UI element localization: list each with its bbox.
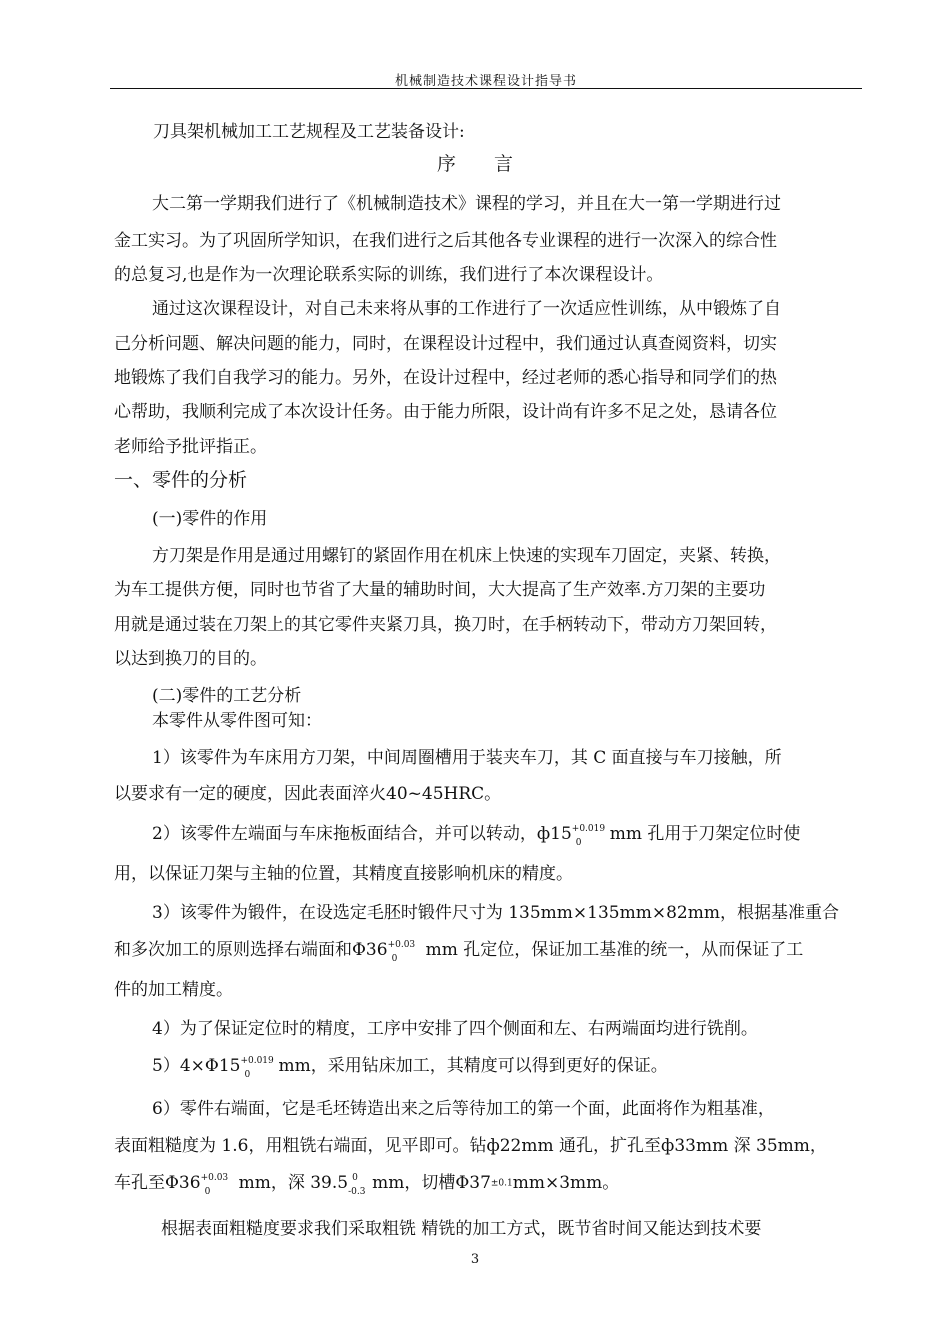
header-rule [110,88,862,89]
text-line: 件的加工精度。 [114,980,233,1000]
text-line: 大二第一学期我们进行了《机械制造技术》课程的学习，并且在大一第一学期进行过 [152,194,781,214]
text-line-with-tolerance: 和多次加工的原则选择右端面和Φ36 +0.03 0 mm 孔定位，保证加工基准的统一，从而保证了工 [114,940,804,964]
text-line: 通过这次课程设计，对自己未来将从事的工作进行了一次适应性训练，从中锻炼了自 [152,299,781,319]
text-line-with-tolerance: 车孔至Φ36 +0.03 0 mm，深 39.5 0 -0.3 mm，切槽Φ37±0.1mm×3mm。 [114,1173,620,1197]
page-number: 3 [470,1252,480,1267]
running-header: 机械制造技术课程设计指导书 [394,74,577,89]
intro-title: 刀具架机械加工工艺规程及工艺装备设计: [153,122,465,142]
tolerance: +0.019 0 [240,1056,274,1080]
text-line: 6）零件右端面，它是毛坯铸造出来之后等待加工的第一个面，此面将作为粗基准， [152,1099,775,1119]
text-line: 己分析问题、解决问题的能力，同时，在课程设计过程中，我们通过认真查阅资料，切实 [114,334,777,354]
text-line: 用就是通过装在刀架上的其它零件夹紧刀具，换刀时，在手柄转动下，带动方刀架回转， [114,615,777,635]
text-line: 的总复习,也是作为一次理论联系实际的训练，我们进行了本次课程设计。 [114,265,664,285]
text-line: 4）为了保证定位时的精度，工序中安排了四个侧面和左、右两端面均进行铣削。 [152,1019,758,1039]
subsection-title: (二)零件的工艺分析 [152,686,302,706]
text-line: 心帮助，我顺利完成了本次设计任务。由于能力所限，设计尚有许多不足之处，恳请各位 [114,402,777,422]
text-line: 地锻炼了我们自我学习的能力。另外，在设计过程中，经过老师的悉心指导和同学们的热 [114,368,777,388]
text-line: 以要求有一定的硬度，因此表面淬火40~45HRC。 [114,784,502,804]
tolerance: 0 -0.3 [348,1173,366,1197]
text-line: 为车工提供方便，同时也节省了大量的辅助时间，大大提高了生产效率.方刀架的主要功 [114,580,766,600]
text-line-with-tolerance: 2）该零件左端面与车床拖板面结合，并可以转动，ф15 +0.019 0 mm 孔用于刀架定位时使 [152,824,801,848]
text-line: 根据表面粗糙度要求我们采取粗铣 精铣的加工方式，既节省时间又能达到技术要 [161,1219,762,1239]
tolerance: +0.019 0 [571,824,606,848]
section-title: 一、零件的分析 [114,469,248,491]
text-line: 表面粗糙度为 1.6，用粗铣右端面，见平即可。钻ф22mm 通孔，扩孔至ф33mm 深 35mm， [114,1136,827,1156]
text-line-with-tolerance: 5）4×Φ15 +0.019 0 mm，采用钻床加工，其精度可以得到更好的保证。 [152,1056,668,1080]
text-line: 1）该零件为车床用方刀架，中间周圈槽用于装夹车刀，其 C 面直接与车刀接触，所 [152,748,782,768]
text-line: 老师给予批评指正。 [114,437,267,457]
text-line: 3）该零件为锻件，在设选定毛胚时锻件尺寸为 135mm×135mm×82mm，根据基准重合 [152,903,839,923]
subsection-title: (一)零件的作用 [152,509,268,529]
tolerance: ±0.1 [490,1178,513,1189]
text-line: 用，以保证刀架与主轴的位置，其精度直接影响机床的精度。 [114,864,573,884]
text-line: 以达到换刀的目的。 [114,649,267,669]
tolerance: +0.03 0 [387,940,416,964]
text-line: 金工实习。为了巩固所学知识，在我们进行之后其他各专业课程的进行一次深入的综合性 [114,231,777,251]
text-line: 方刀架是作用是通过用螺钉的紧固作用在机床上快速的实现车刀固定，夹紧、转换， [152,546,781,566]
preface-title: 序 言 [436,153,513,175]
text-line: 本零件从零件图可知： [152,711,322,731]
tolerance: +0.03 0 [200,1173,229,1197]
